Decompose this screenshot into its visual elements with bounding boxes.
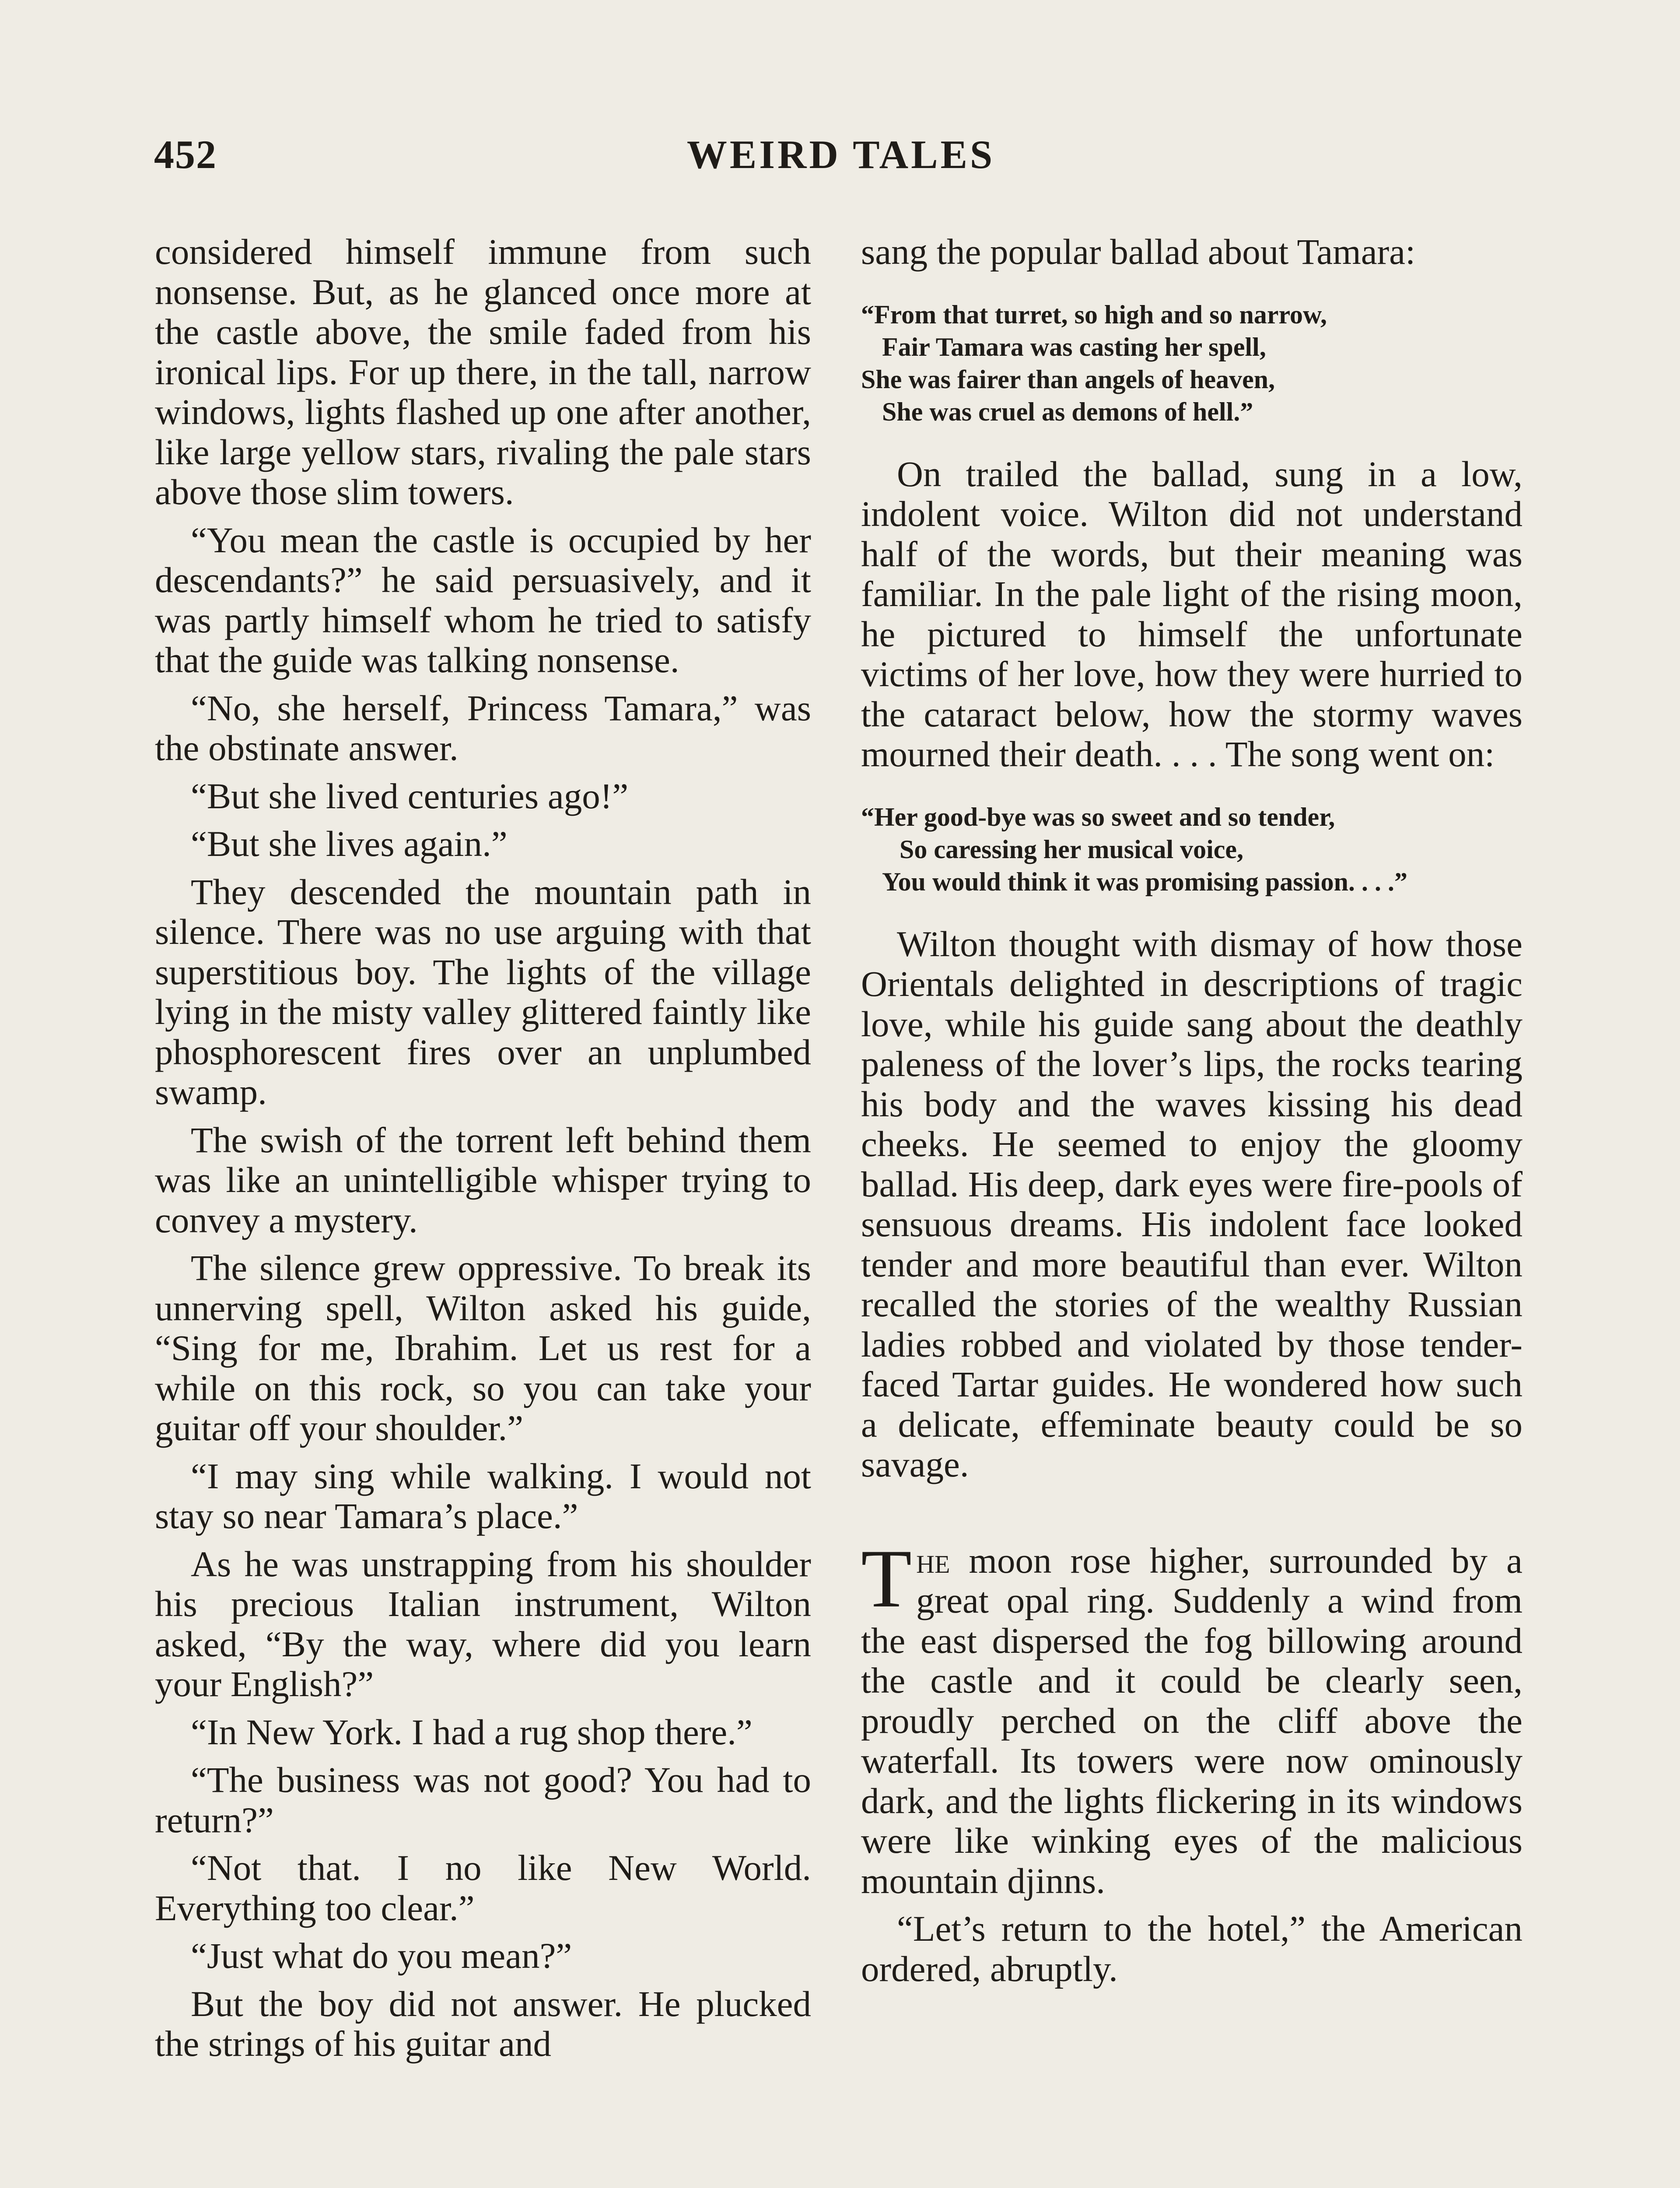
verse-line: She was cruel as demons of hell.” — [882, 397, 1253, 426]
drop-cap: T — [861, 1532, 912, 1625]
page-number: 452 — [154, 132, 217, 177]
paragraph: On trailed the ballad, sung in a low, indolent voice. Wilton did not understand half of the words, but their meaning was familiar. In the pale light of the rising moon, he pictured to himself the unfortunate victims of her love, how they were hurried to the cataract below, how the stormy waves mourned their death. . . . The song went on: — [861, 453, 1522, 774]
paragraph: “The business was not good? You had to return?” — [155, 1760, 811, 1840]
verse-line: She was fairer than angels of heaven, — [861, 365, 1275, 394]
paragraph: “Just what do you mean?” — [191, 1936, 572, 1976]
paragraph: “You mean the castle is occupied by her descendants?” he said persuasively, and it was partly himself whom he tried to satisfy that the guide was talking nonsense. — [155, 519, 811, 680]
verse-line: Fair Tamara was casting her spell, — [882, 332, 1266, 361]
left-column — [155, 232, 811, 2072]
paragraph: “Not that. I no like New World. Everything too clear.” — [155, 1848, 811, 1928]
paragraph: But the boy did not answer. He plucked the strings of his guitar and — [155, 1983, 811, 2064]
paragraph: The swish of the torrent left behind them was like an unintelligible whisper trying to convey a mystery. — [155, 1119, 811, 1240]
paragraph: “No, she herself, Princess Tamara,” was the obstinate answer. — [155, 687, 811, 768]
paragraph: “Let’s return to the hotel,” the American ordered, abruptly. — [861, 1908, 1522, 1989]
paragraph: Wilton thought with dismay of how those Orientals delighted in descriptions of tragic love, while his guide sang about the deathly paleness of the lover’s lips, the rocks tearing his body and the waves kissing his dead cheeks. He seemed to enjoy the gloomy ballad. His deep, dark eyes were fire-pools of sensuous dreams. His indolent face looked tender and more beautiful than ever. Wilton recalled the stories of the wealthy Russian ladies robbed and violated by those tender-faced Tartar guides. He wondered how such a delicate, effeminate beauty could be so savage. — [861, 923, 1522, 1484]
paragraph: considered himself immune from such nonsense. But, as he glanced once more at the castle above, the smile faded from his ironical lips. For up there, in the tall, narrow windows, lights flashed up one after another, like large yellow stars, rivaling the pale stars above those slim towers. — [155, 231, 811, 512]
running-head: WEIRD TALES — [686, 132, 995, 177]
paragraph: “In New York. I had a rug shop there.” — [191, 1711, 752, 1752]
paragraph: sang the popular ballad about Tamara: — [861, 231, 1416, 272]
paragraph: As he was unstrapping from his shoulder his precious Italian instrument, Wilton asked, “By the way, where did you learn your English?” — [155, 1543, 811, 1704]
verse-line: So caressing her musical voice, — [900, 835, 1244, 864]
verse-line: “From that turret, so high and so narrow, — [861, 300, 1327, 329]
section-break — [861, 1493, 1522, 1541]
right-column — [861, 232, 1522, 1997]
verse-line: “Her good-bye was so sweet and so tender, — [861, 802, 1335, 831]
verse-line: You would think it was promising passion. . . .” — [882, 867, 1407, 896]
paragraph: They descended the mountain path in silence. There was no use arguing with that superstitious boy. The lights of the village lying in the misty valley glittered faintly like phosphorescent fires over an unplumbed swamp. — [155, 871, 811, 1112]
paragraph: “But she lives again.” — [191, 824, 508, 864]
ballad-verse — [861, 801, 1522, 898]
paragraph: The silence grew oppressive. To break its unnerving spell, Wilton asked his guide, “Sing for me, Ibrahim. Let us rest for a while on this rock, so you can take your guitar off your shoulder.” — [155, 1248, 811, 1448]
paragraph: “But she lived centuries ago!” — [191, 775, 629, 816]
small-caps-word: he — [916, 1540, 950, 1581]
paragraph — [861, 1532, 1522, 1901]
paragraph-text: moon rose higher, surrounded by a great opal ring. Suddenly a wind from the east dispersed the fog billowing around the castle and it could be clearly seen, proudly perched on the cliff above the waterfall. Its towers were now ominously dark, and the lights flickering in its windows were like winking eyes of the malicious mountain djinns. — [861, 1540, 1522, 1901]
page-header — [154, 131, 1528, 188]
ballad-verse — [861, 298, 1522, 428]
paragraph: “I may sing while walking. I would not stay so near Tamara’s place.” — [155, 1455, 811, 1536]
